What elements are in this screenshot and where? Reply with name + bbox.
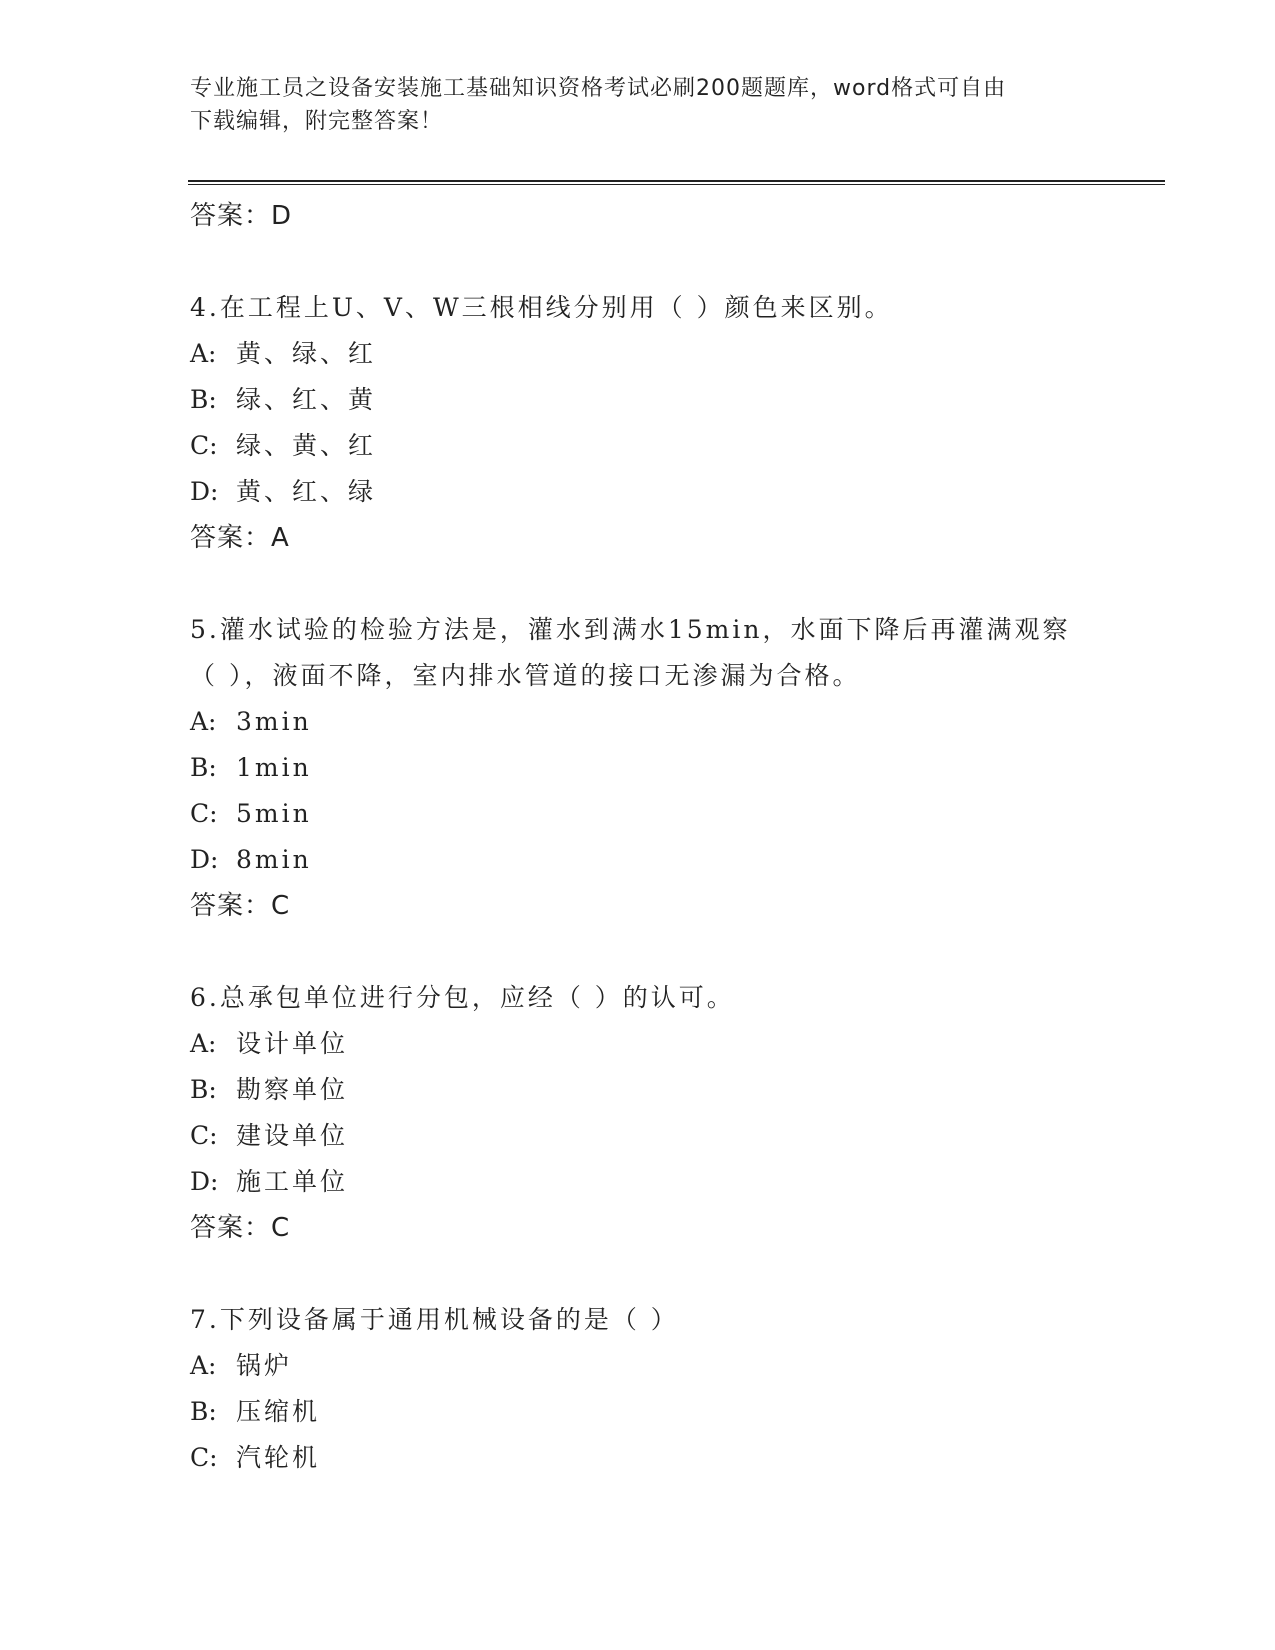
answer-line: 答案：C: [190, 891, 291, 921]
option-text: 汽轮机: [236, 1443, 321, 1472]
option-item: [190, 423, 1150, 469]
option-item: [190, 1343, 1150, 1389]
question-block: [190, 607, 1150, 929]
option-item: [190, 791, 1150, 837]
option-label: C:: [190, 1121, 218, 1150]
header-line-1: 专业施工员之设备安装施工基础知识资格考试必刷200题题库，word格式可自由: [190, 76, 1007, 101]
header-divider: [188, 180, 1165, 182]
spacer: [190, 1251, 1150, 1297]
header-line-2: 下载编辑，附完整答案！: [190, 109, 444, 134]
option-label: B:: [190, 1397, 217, 1426]
option-text: 锅炉: [236, 1351, 293, 1380]
question-stem: 4.在工程上U、V、W三根相线分别用（ ）颜色来区别。: [190, 293, 893, 322]
spacer: [190, 561, 1150, 607]
option-label: B:: [190, 1075, 217, 1104]
question-block: [190, 975, 1150, 1251]
option-item: [190, 1389, 1150, 1435]
option-label: A:: [190, 339, 217, 368]
option-item: [190, 1067, 1150, 1113]
option-label: B:: [190, 753, 217, 782]
option-item: [190, 469, 1150, 515]
option-text: 黄、绿、红: [236, 339, 377, 368]
option-text: 绿、红、黄: [236, 385, 377, 414]
document-header: [190, 72, 1090, 138]
option-item: [190, 1159, 1150, 1205]
question-stem-continued: （ ），液面不降，室内排水管道的接口无渗漏为合格。: [190, 661, 861, 690]
option-item: [190, 1021, 1150, 1067]
option-text: 压缩机: [236, 1397, 321, 1426]
option-text: 勘察单位: [236, 1075, 349, 1104]
option-label: C:: [190, 1443, 218, 1472]
spacer: [190, 239, 1150, 285]
header-divider-thin: [188, 184, 1165, 185]
option-label: C:: [190, 431, 218, 460]
option-item: [190, 377, 1150, 423]
question-block: [190, 1297, 1150, 1481]
option-text: 施工单位: [236, 1167, 349, 1196]
question-list: [190, 193, 1150, 1481]
option-label: C:: [190, 799, 218, 828]
option-label: D:: [190, 477, 219, 506]
option-text: 1min: [236, 753, 312, 782]
question-block: [190, 285, 1150, 561]
option-item: [190, 745, 1150, 791]
option-item: [190, 1435, 1150, 1481]
option-label: B:: [190, 385, 217, 414]
option-text: 绿、黄、红: [236, 431, 377, 460]
option-text: 5min: [236, 799, 312, 828]
option-label: D:: [190, 845, 219, 874]
option-label: A:: [190, 1029, 217, 1058]
answer-line: 答案：C: [190, 1213, 291, 1243]
option-text: 3min: [236, 707, 312, 736]
option-label: D:: [190, 1167, 219, 1196]
question-stem: 7.下列设备属于通用机械设备的是（ ）: [190, 1305, 679, 1334]
option-item: [190, 699, 1150, 745]
answer-line: 答案：A: [190, 523, 290, 553]
option-item: [190, 1113, 1150, 1159]
option-item: [190, 837, 1150, 883]
option-text: 建设单位: [236, 1121, 349, 1150]
option-label: A:: [190, 707, 217, 736]
option-text: 8min: [236, 845, 312, 874]
option-text: 黄、红、绿: [236, 477, 377, 506]
option-item: [190, 331, 1150, 377]
answer-line: 答案：D: [190, 201, 293, 231]
option-label: A:: [190, 1351, 217, 1380]
question-stem: 6.总承包单位进行分包，应经（ ）的认可。: [190, 983, 735, 1012]
spacer: [190, 929, 1150, 975]
question-stem: 5.灌水试验的检验方法是，灌水到满水15min，水面下降后再灌满观察: [190, 615, 1071, 644]
option-text: 设计单位: [236, 1029, 349, 1058]
